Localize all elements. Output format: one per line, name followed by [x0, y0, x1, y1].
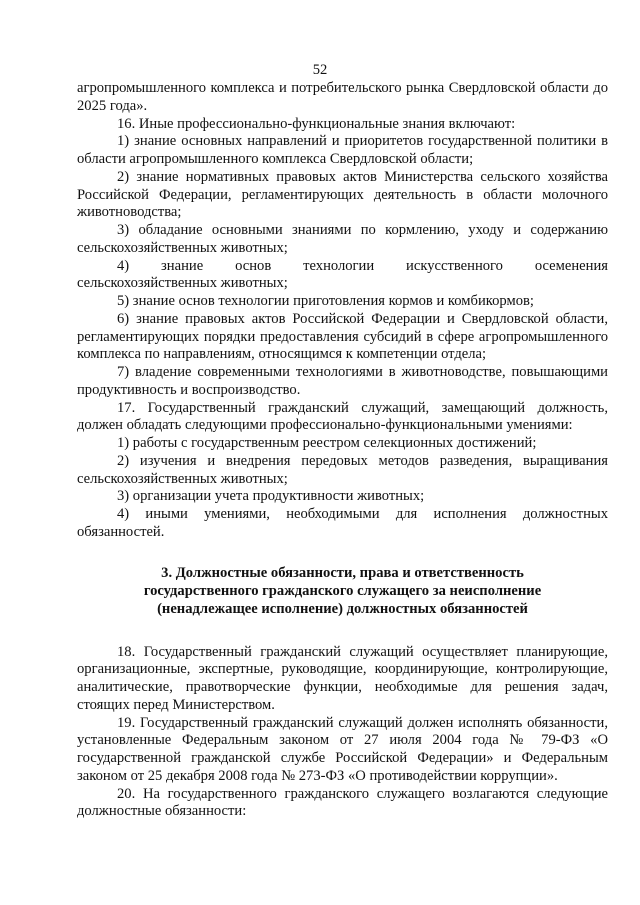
list-item: 7) владение современными технологиями в животноводстве, повышающими продуктивность и воспроизводство.	[77, 364, 608, 398]
list-item: 1) знание основных направлений и приоритетов государственной политики в области агропромышленного комплекса Свердловской области;	[77, 133, 608, 167]
paragraph-item-20: 20. На государственного гражданского служащего возлагаются следующие должностные обязанности:	[77, 785, 608, 820]
section-heading-line: государственного гражданского служащего за неисполнение	[143, 582, 542, 599]
list-item: 1) работы с государственным реестром селекционных достижений;	[117, 435, 537, 451]
paragraph-item-16: 16. Иные профессионально-функциональные знания включают:	[117, 115, 516, 132]
section-heading-line: (ненадлежащее исполнение) должностных обязанностей	[157, 600, 528, 617]
list-item: 5) знание основ технологии приготовления кормов и комбикормов;	[117, 293, 534, 309]
list-item: 3) организации учета продуктивности животных;	[117, 488, 425, 505]
paragraph-item-19: 19. Государственный гражданский служащий должен исполнять обязанности, установленные Федеральным законом от 27 июля 2004 года № 79-ФЗ «О государственной гражданской службе Российской Федерации» и Федеральным законом от 25 декабря 2008 года № 273-ФЗ «О противодействии коррупции».	[77, 714, 608, 784]
paragraph-continuation: агропромышленного комплекса и потребительского рынка Свердловской области до 2025 года».	[77, 80, 608, 114]
list-item: 2) изучения и внедрения передовых методов разведения, выращивания сельскохозяйственных животных;	[77, 452, 608, 487]
list-item: 3) обладание основными знаниями по кормлению, уходу и содержанию сельскохозяйственных животных;	[77, 222, 608, 256]
document-body	[77, 80, 608, 821]
paragraph-item-17: 17. Государственный гражданский служащий, замещающий должность, должен обладать следующими профессионально-функциональными умениями:	[77, 399, 608, 434]
list-item: 4) знание основ технологии искусственного осеменения сельскохозяйственных животных;	[77, 257, 608, 292]
page-number: 52	[312, 62, 328, 78]
list-item: 4) иными умениями, необходимыми для исполнения должностных обязанностей.	[77, 506, 608, 540]
section-heading-line: 3. Должностные обязанности, права и ответственность	[161, 564, 524, 581]
list-item: 6) знание правовых актов Российской Федерации и Свердловской области, регламентирующих порядки предоставления субсидий в сфере агропромышленного комплекса по направлениям, относящимся к компетенции отдела;	[77, 310, 608, 363]
list-item: 2) знание нормативных правовых актов Министерства сельского хозяйства Российской Федерации, регламентирующих деятельность в области молочного животноводства;	[77, 168, 608, 221]
section-heading	[77, 564, 608, 618]
paragraph-item-18: 18. Государственный гражданский служащий осуществляет планирующие, организационные, экспертные, руководящие, координирующие, контролирующие, аналитические, правотворческие функции, необходимые для решения задач, стоящих перед Министерством.	[77, 643, 608, 713]
